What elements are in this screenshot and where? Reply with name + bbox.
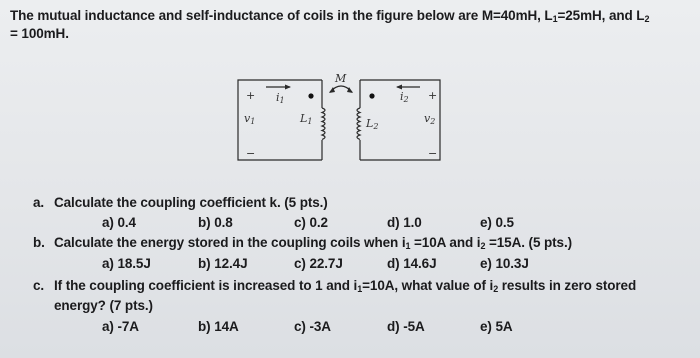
l1-label: L1 — [300, 112, 313, 126]
question-c-text-end: results in zero stored — [498, 278, 637, 293]
m-label: M — [335, 72, 347, 85]
question-b-option-d: d) 14.6J — [387, 256, 437, 271]
i2-arrow-head — [396, 85, 402, 90]
l2-subscript: 2 — [644, 14, 650, 24]
question-b-text — [54, 235, 572, 251]
v1-minus-sign: − — [246, 147, 256, 160]
question-b-option-e: e) 10.3J — [480, 256, 529, 271]
l2-polarity-dot — [369, 93, 374, 98]
question-c-text-pre: If the coupling coefficient is increased to 1 and i — [54, 278, 358, 293]
question-c-text-post: =10A, what value of i — [362, 278, 494, 293]
question-b-marker: b. — [33, 235, 45, 250]
question-b-text-mid: =10A and i — [410, 235, 481, 250]
question-a-option-a: a) 0.4 — [102, 215, 136, 230]
i2-label: i2 — [400, 90, 409, 104]
i1-label: i1 — [276, 91, 285, 105]
question-b-sub1: 1 — [405, 241, 411, 251]
v2-minus-sign: − — [428, 147, 438, 160]
question-a-option-d: d) 1.0 — [387, 215, 422, 230]
question-c-option-b: b) 14A — [198, 319, 239, 334]
intro-text-a: The mutual inductance and self-inductance of coils in the figure below are M=40mH, L — [10, 8, 553, 23]
i1-arrow-head — [285, 85, 291, 90]
question-b-sub2: 2 — [480, 241, 486, 251]
question-a-marker: a. — [33, 195, 45, 210]
question-a-text: Calculate the coupling coefficient k. (5 pts.) — [54, 195, 328, 210]
question-c-sub2: 2 — [493, 284, 499, 294]
question-b-option-c: c) 22.7J — [294, 256, 343, 271]
v1-label: v1 — [244, 112, 256, 126]
v2-label: v2 — [424, 112, 436, 126]
intro-text-b: =25mH, and L — [557, 8, 645, 23]
l2-label: L2 — [366, 117, 379, 131]
question-b-text-post: =15A. (5 pts.) — [485, 235, 572, 250]
l1-subscript: 1 — [552, 14, 558, 24]
question-b-option-b: b) 12.4J — [198, 256, 248, 271]
question-a-option-b: b) 0.8 — [198, 215, 233, 230]
question-c-option-c: c) -3A — [294, 319, 331, 334]
question-a-option-e: e) 0.5 — [480, 215, 514, 230]
question-c-option-a: a) -7A — [102, 319, 139, 334]
question-a-option-c: c) 0.2 — [294, 215, 328, 230]
l1-coil — [322, 108, 325, 140]
question-c-sub1: 1 — [357, 284, 363, 294]
v2-plus-sign: + — [428, 89, 438, 102]
question-c-marker: c. — [33, 278, 45, 293]
question-c-option-e: e) 5A — [480, 319, 513, 334]
question-c-text — [54, 278, 636, 294]
v1-plus-sign: + — [246, 89, 256, 102]
question-b-text-pre: Calculate the energy stored in the coupling coils when i — [54, 235, 406, 250]
question-b-option-a: a) 18.5J — [102, 256, 151, 271]
l1-polarity-dot — [308, 93, 313, 98]
problem-statement-line2: = 100mH. — [10, 26, 69, 41]
question-c-text-line2: energy? (7 pts.) — [54, 298, 153, 313]
l2-coil — [357, 108, 360, 140]
question-c-option-d: d) -5A — [387, 319, 425, 334]
